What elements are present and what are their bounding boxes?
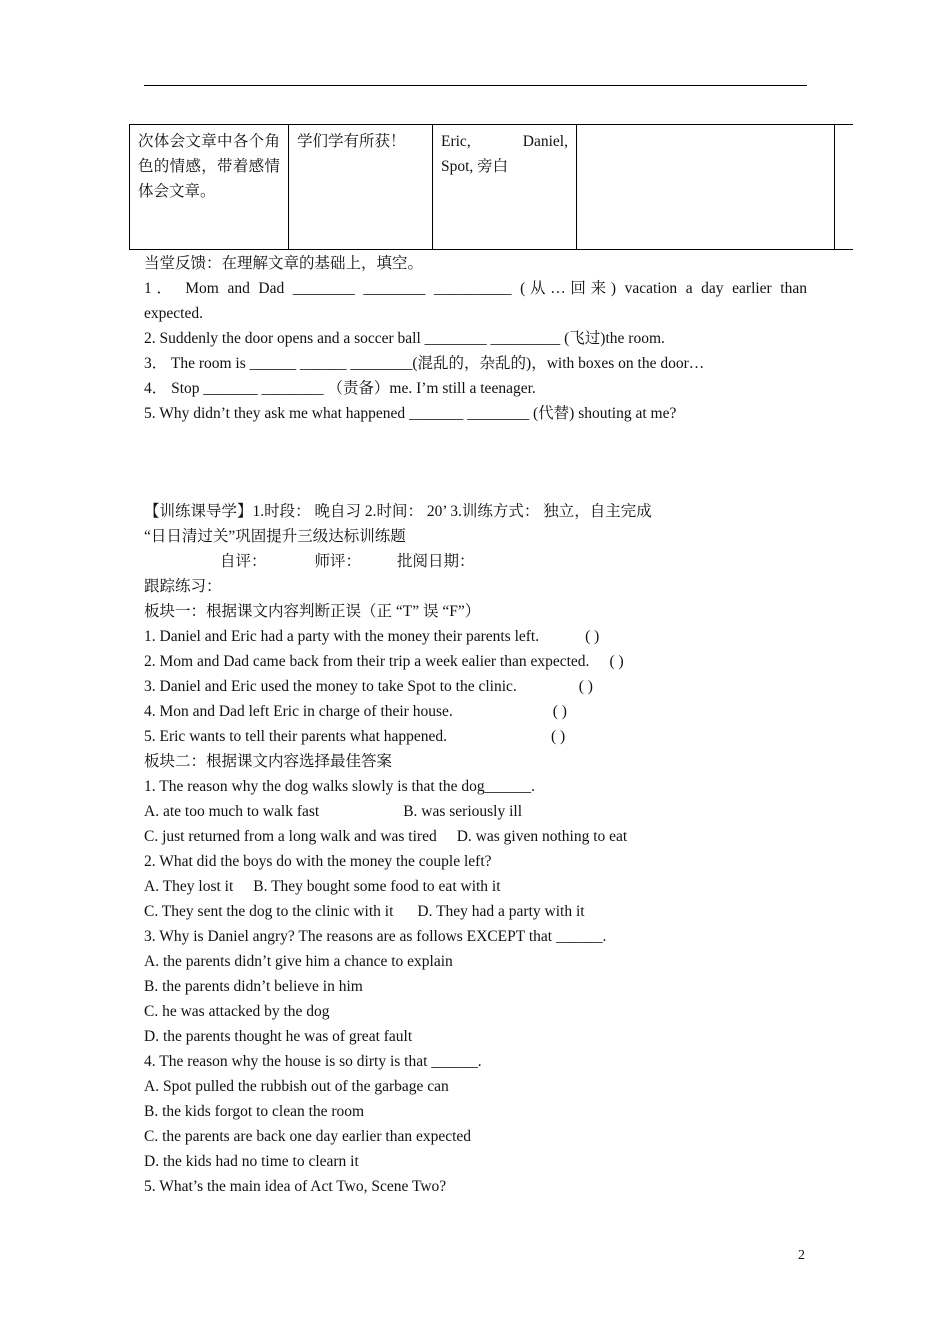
tf-statement: 5. Eric wants to tell their parents what happened. [144, 728, 448, 745]
tf-answer-blank: ( ) [551, 728, 566, 745]
teacher-eval-label: 师评： [314, 553, 362, 570]
mc-option: B. was seriously ill [403, 803, 523, 820]
section1-heading: 板块一：根据课文内容判断正误（正 “T” 误 “F”） [144, 603, 481, 620]
mc-option: D. the parents thought he was of great fault [144, 1028, 413, 1045]
mc-option: D. the kids had no time to clearn it [144, 1153, 359, 1170]
lesson-table [129, 124, 853, 250]
tracking-label: 跟踪练习： [144, 578, 222, 595]
tf-item [144, 649, 807, 674]
mc-question: 5. What’s the main idea of Act Two, Scene Two? [144, 1178, 447, 1195]
tf-statement: 4. Mon and Dad left Eric in charge of their house. [144, 703, 453, 720]
mc-options [144, 799, 807, 824]
mc-option: C. the parents are back one day earlier than expected [144, 1128, 472, 1145]
training-info: 【训练课导学】1.时段： 晚自习 2.时间： 20’ 3.训练方式： 独立，自主完成 [144, 503, 652, 520]
mc-option: C. just returned from a long walk and was tired [144, 828, 437, 845]
header-rule [144, 85, 807, 86]
tf-answer-blank: ( ) [578, 678, 593, 695]
mc-option: B. They bought some food to eat with it [253, 878, 501, 895]
tf-statement: 3. Daniel and Eric used the money to take Spot to the clinic. [144, 678, 517, 695]
table-cell-goal: 学们学有所获！ [289, 125, 433, 250]
tf-statement: 1. Daniel and Eric had a party with the money their parents left. [144, 628, 540, 645]
tf-answer-blank: ( ) [552, 703, 567, 720]
tf-item [144, 674, 807, 699]
mc-option: A. ate too much to walk fast [144, 803, 320, 820]
role-eric: Eric, [441, 133, 471, 150]
mc-options [144, 899, 807, 924]
mc-question: 4. The reason why the house is so dirty is that ______. [144, 1053, 482, 1070]
feedback-q4: 4． Stop _______ ________ （责备）me. I’m still a teenager. [144, 380, 536, 397]
feedback-heading: 当堂反馈：在理解文章的基础上，填空。 [144, 255, 424, 272]
tf-item [144, 624, 807, 649]
tf-answer-blank: ( ) [585, 628, 600, 645]
mc-options [144, 824, 807, 849]
mc-question: 1. The reason why the dog walks slowly is that the dog______. [144, 778, 536, 795]
self-eval-label: 自评： [220, 553, 267, 570]
mc-option: B. the kids forgot to clean the room [144, 1103, 365, 1120]
table-cell-roles [433, 125, 577, 250]
feedback-q1-line2: expected. [144, 305, 203, 322]
roles-line-2: Spot, 旁白 [441, 158, 509, 175]
mc-question: 3. Why is Daniel angry? The reasons are as follows EXCEPT that ______. [144, 928, 607, 945]
review-date-label: 批阅日期： [397, 553, 475, 570]
mc-option: A. the parents didn’t give him a chance to explain [144, 953, 453, 970]
training-title: “日日清过关”巩固提升三级达标训练题 [144, 528, 406, 545]
mc-option: B. the parents didn’t believe in him [144, 978, 363, 995]
feedback-q3: 3． The room is ______ ______ ________(混乱的，杂乱的)，with boxes on the door… [144, 355, 705, 372]
mc-option: A. They lost it [144, 878, 234, 895]
evaluation-line [144, 549, 807, 574]
mc-option: C. They sent the dog to the clinic with it [144, 903, 394, 920]
mc-option: D. was given nothing to eat [456, 828, 628, 845]
feedback-section [144, 251, 807, 426]
table-cell-extra [835, 125, 854, 250]
tf-answer-blank: ( ) [609, 653, 624, 670]
feedback-q1-line1: 1． Mom and Dad ________ ________ __________ (从…回来) vacation a day earlier than [144, 280, 807, 297]
mc-option: C. he was attacked by the dog [144, 1003, 330, 1020]
training-section [144, 499, 807, 1199]
mc-option: D. They had a party with it [417, 903, 585, 920]
feedback-q2: 2. Suddenly the door opens and a soccer ball ________ _________ (飞过)the room. [144, 330, 665, 347]
table-row [130, 125, 854, 250]
roles-line [441, 129, 568, 154]
mc-option: A. Spot pulled the rubbish out of the garbage can [144, 1078, 449, 1095]
tf-statement: 2. Mom and Dad came back from their trip a week ealier than expected. [144, 653, 590, 670]
mc-options [144, 874, 807, 899]
table-cell-notes [577, 125, 835, 250]
tf-item [144, 699, 807, 724]
tf-item [144, 724, 807, 749]
section2-heading: 板块二：根据课文内容选择最佳答案 [144, 753, 393, 770]
role-daniel: Daniel, [522, 133, 568, 150]
table-cell-activity: 次体会文章中各个角色的情感，带着感情体会文章。 [130, 125, 289, 250]
feedback-q5: 5. Why didn’t they ask me what happened _______ ________ (代替) shouting at me? [144, 405, 677, 422]
page-number: 2 [798, 1248, 805, 1263]
mc-question: 2. What did the boys do with the money the couple left? [144, 853, 492, 870]
